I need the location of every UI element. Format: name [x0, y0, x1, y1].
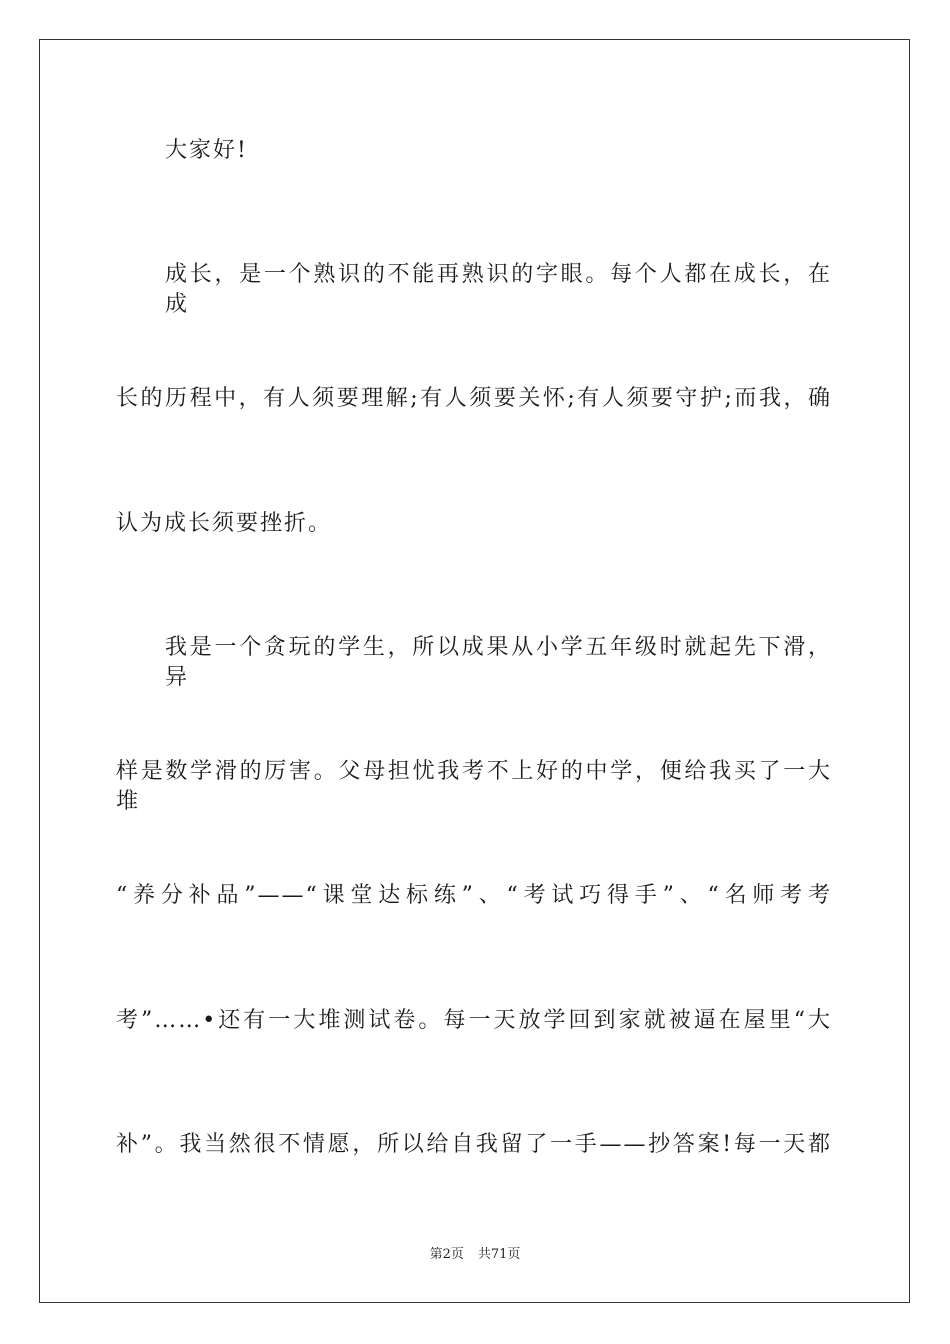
paragraph-line: 长的历程中，有人须要理解;有人须要关怀;有人须要守护;而我，确 — [116, 386, 832, 411]
page-footer — [0, 1246, 950, 1264]
paragraph-line: 认为成长须要挫折。 — [116, 511, 333, 536]
paragraph-line: 我是一个贪玩的学生，所以成果从小学五年级时就起先下滑，异 — [165, 635, 832, 690]
page-total: 共71页 — [477, 1247, 521, 1262]
paragraph-line: 成长，是一个熟识的不能再熟识的字眼。每个人都在成长，在成 — [165, 262, 832, 317]
paragraph-line: 补”。我当然很不情愿，所以给自我留了一手——抄答案!每一天都 — [116, 1132, 832, 1157]
paragraph-line: 考”……•还有一大堆测试卷。每一天放学回到家就被逼在屋里“大 — [116, 1008, 832, 1033]
page-number: 第2页 — [429, 1247, 464, 1262]
paragraph-line: 样是数学滑的厉害。父母担忧我考不上好的中学，便给我买了一大堆 — [116, 759, 832, 814]
paragraph-line: “养分补品”——“课堂达标练”、“考试巧得手”、“名师考考 — [116, 883, 832, 908]
greeting-line: 大家好! — [165, 138, 248, 163]
